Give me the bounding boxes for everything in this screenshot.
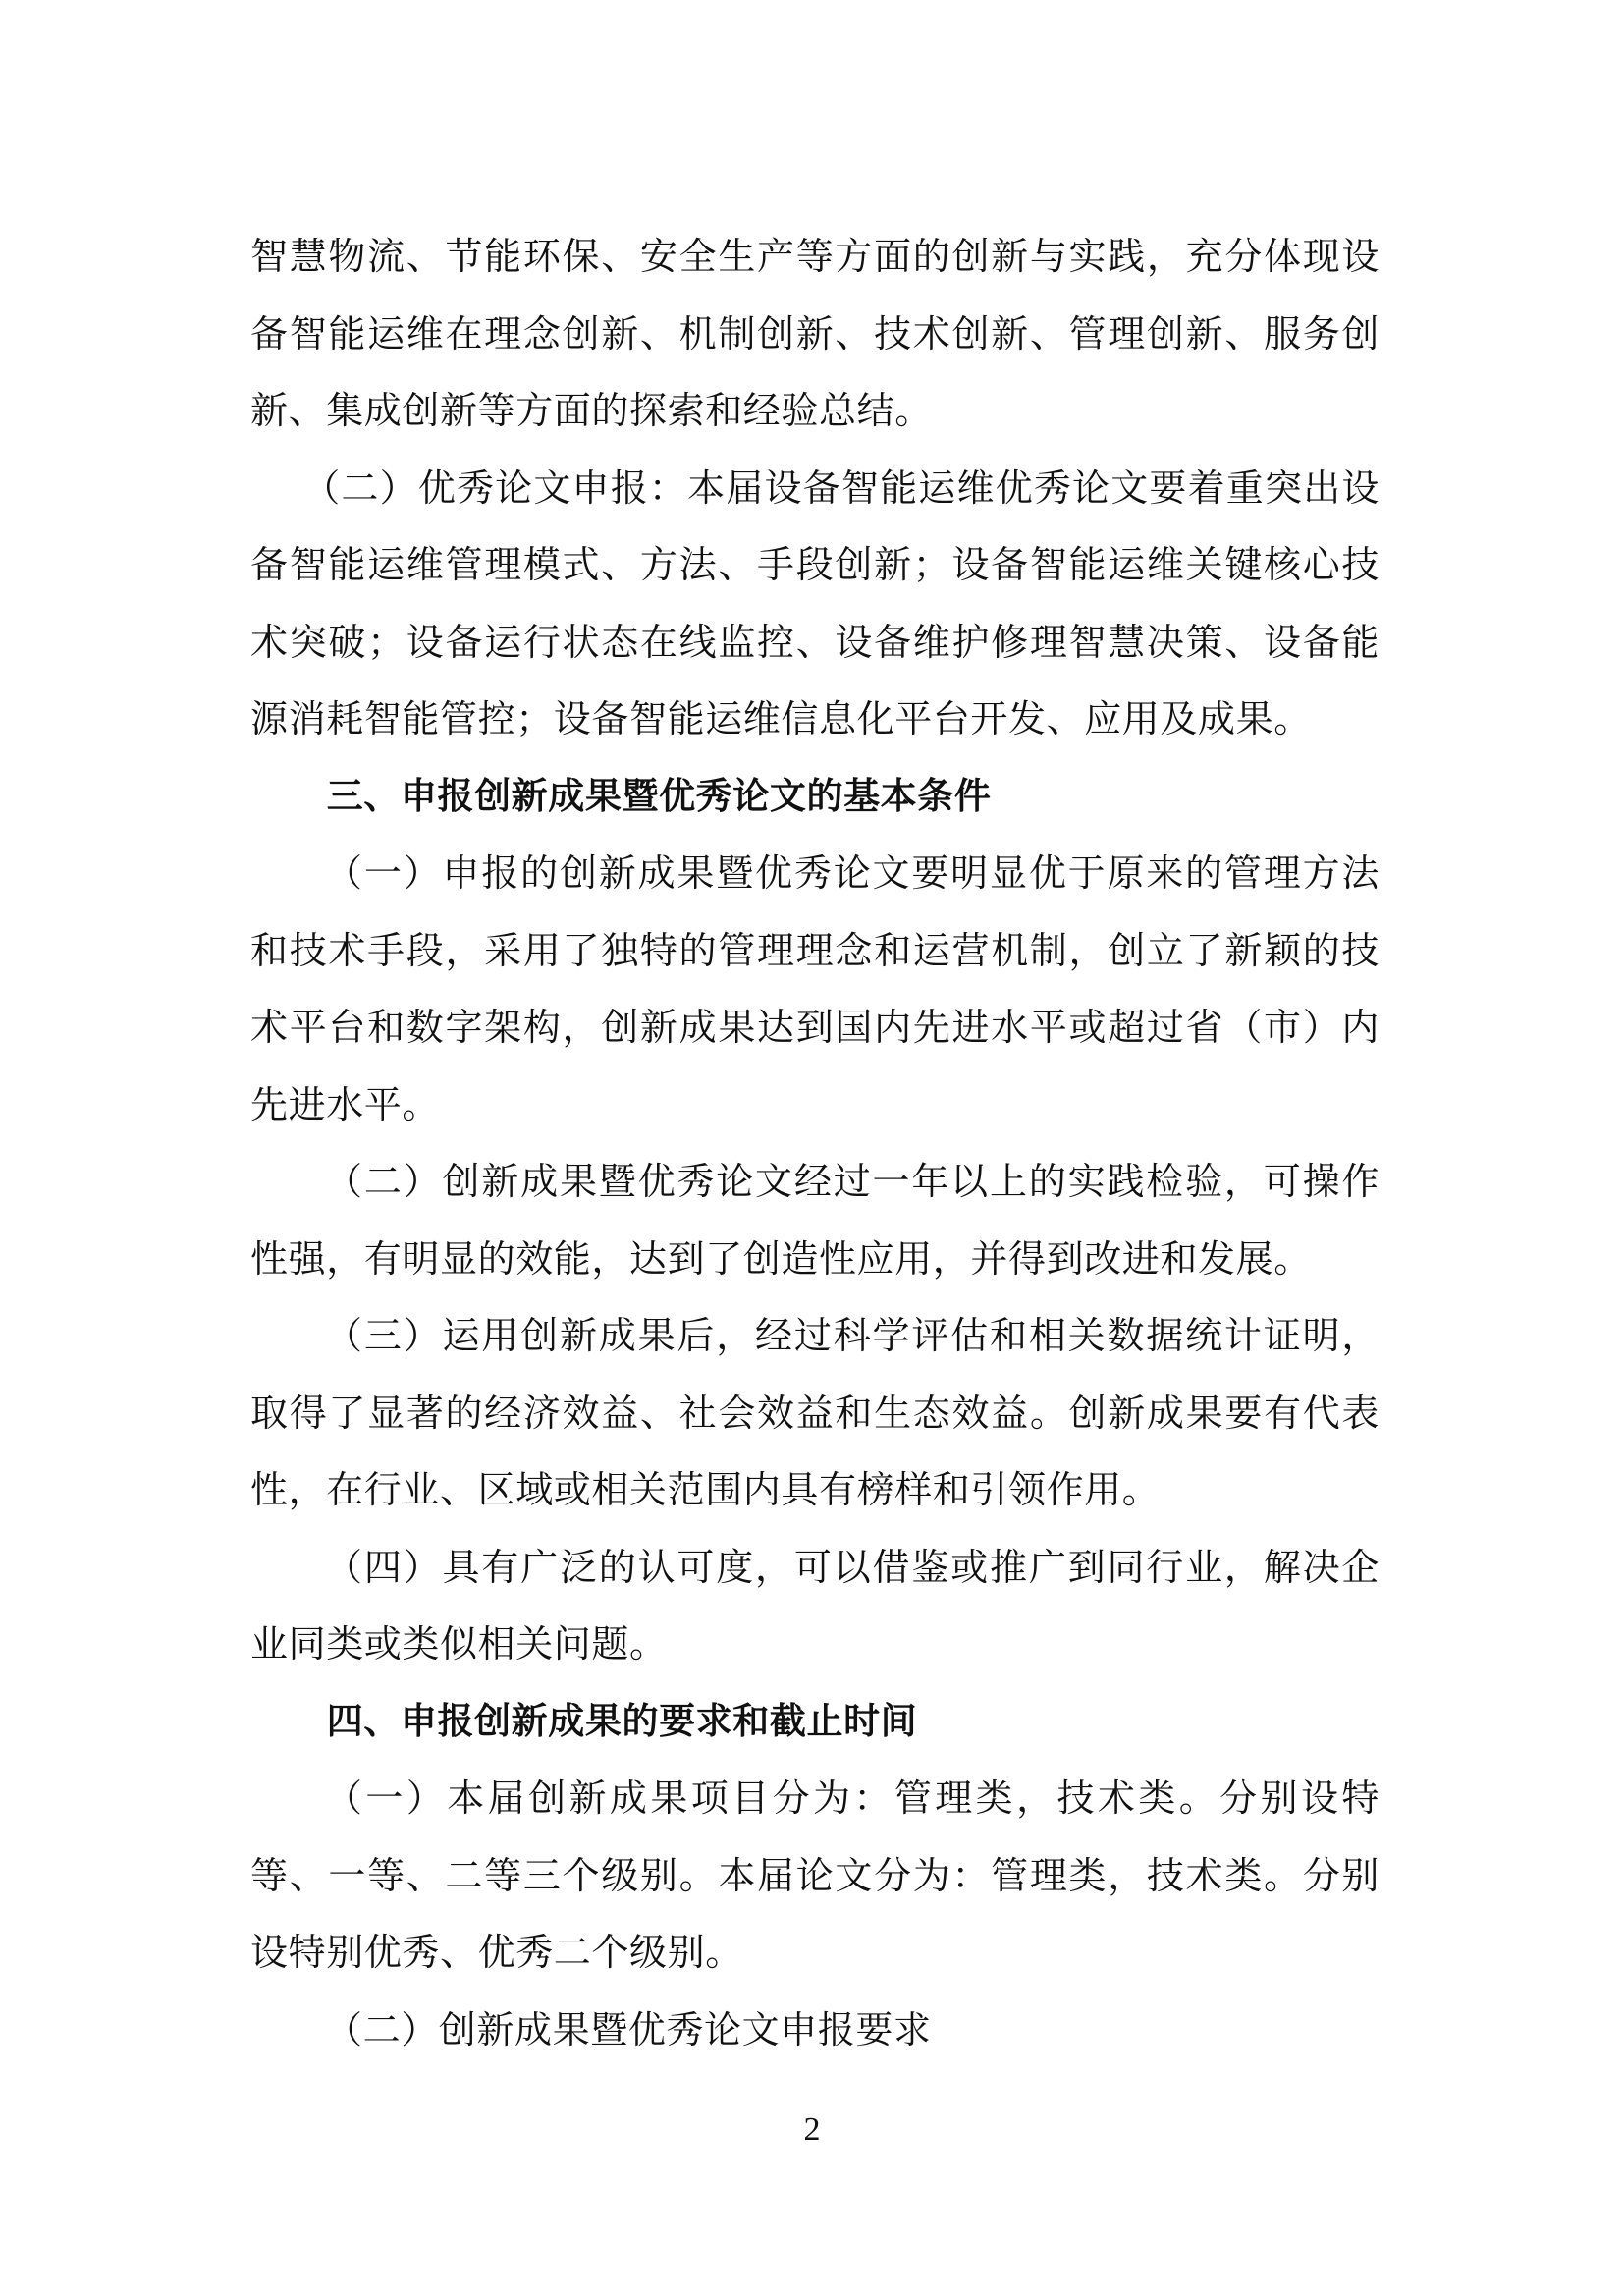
paragraph-continuation: 智慧物流、节能环保、安全生产等方面的创新与实践，充分体现设备智能运维在理念创新、机制创新、技术创新、管理创新、服务创新、集成创新等方面的探索和经验总结。 bbox=[250, 235, 1380, 432]
paragraph-condition-1: （一）申报的创新成果暨优秀论文要明显优于原来的管理方法和技术手段，采用了独特的管理理念和运营机制，创立了新颖的技术平台和数字架构，创新成果达到国内先进水平或超过省（市）内先进水平。 bbox=[250, 851, 1380, 1126]
section-heading-3: 三、申报创新成果暨优秀论文的基本条件 bbox=[326, 774, 992, 817]
section-heading-4: 四、申报创新成果的要求和截止时间 bbox=[326, 1699, 918, 1742]
paragraph-condition-4: （四）具有广泛的认可度，可以借鉴或推广到同行业，解决企业同类或类似相关问题。 bbox=[250, 1545, 1380, 1666]
page-number: 2 bbox=[803, 2111, 821, 2148]
paragraph-paper-submission: （二）优秀论文申报：本届设备智能运维优秀论文要着重突出设备智能运维管理模式、方法、手段创新；设备智能运维关键核心技术突破；设备运行状态在线监控、设备维护修理智慧决策、设备能源消耗智能管控；设备智能运维信息化平台开发、应用及成果。 bbox=[250, 465, 1380, 740]
paragraph-requirement-2: （二）创新成果暨优秀论文申报要求 bbox=[325, 2007, 932, 2051]
paragraph-condition-2: （二）创新成果暨优秀论文经过一年以上的实践检验，可操作性强，有明显的效能，达到了创造性应用，并得到改进和发展。 bbox=[250, 1160, 1380, 1281]
document-body bbox=[250, 218, 1380, 2068]
paragraph-condition-3: （三）运用创新成果后，经过科学评估和相关数据统计证明，取得了显著的经济效益、社会效益和生态效益。创新成果要有代表性，在行业、区域或相关范围内具有榜样和引领作用。 bbox=[250, 1314, 1380, 1511]
paragraph-requirement-1: （一）本届创新成果项目分为：管理类，技术类。分别设特等、一等、二等三个级别。本届论文分为：管理类，技术类。分别设特别优秀、优秀二个级别。 bbox=[250, 1777, 1380, 1974]
